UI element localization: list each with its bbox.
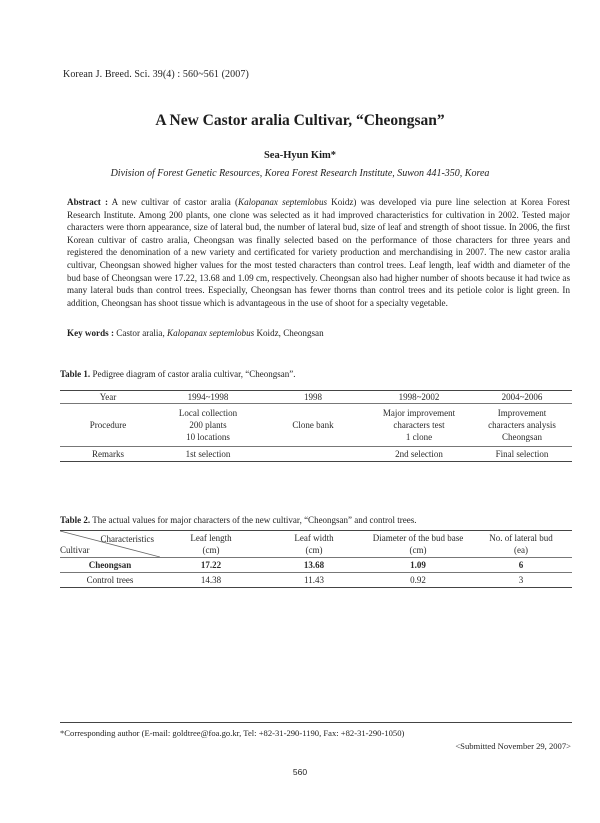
table1-remarks-row bbox=[60, 447, 572, 462]
table1-header-cell: Year bbox=[60, 391, 156, 404]
table1-cell: Clone bank bbox=[292, 420, 334, 430]
table1-header-cell: 1998 bbox=[260, 391, 366, 404]
page-number: 560 bbox=[292, 767, 308, 777]
table1-caption-label: Table 1. bbox=[60, 369, 91, 379]
table2-header-unit: (ea) bbox=[514, 545, 528, 555]
footnote-divider bbox=[60, 722, 572, 723]
table2-caption-label: Table 2. bbox=[60, 515, 91, 525]
submission-date: <Submitted November 29, 2007> bbox=[455, 741, 571, 751]
table2-header-cell bbox=[470, 531, 572, 558]
abstract-text-part1: A new cultivar of castor aralia ( bbox=[108, 197, 239, 207]
author-affiliation: Division of Forest Genetic Resources, Korea Forest Research Institute, Suwon 441-350, Korea bbox=[110, 168, 490, 179]
table1-row-label: Remarks bbox=[60, 447, 156, 462]
table2-header-cell bbox=[366, 531, 470, 558]
table2-cell: 17.22 bbox=[160, 558, 262, 573]
keywords-species-name: Kalopanax septemlobus bbox=[167, 328, 255, 338]
keywords-text-part1: Castor aralia, bbox=[113, 328, 168, 338]
table-row bbox=[60, 558, 572, 573]
table1-cell: 1st selection bbox=[156, 447, 260, 462]
abstract-species-name: Kalopanax septemlobus bbox=[238, 197, 328, 207]
table1-cell-line: Local collection bbox=[178, 408, 238, 418]
table2-header-unit: (cm) bbox=[409, 545, 427, 555]
table1-cell bbox=[472, 404, 572, 447]
table2-row-name: Cheongsan bbox=[60, 558, 160, 573]
table1-cell: Final selection bbox=[472, 447, 572, 462]
journal-citation: Korean J. Breed. Sci. 39(4) : 560~561 (2007) bbox=[63, 69, 249, 80]
table1-procedure-row bbox=[60, 404, 572, 447]
table1-cell-line: Major improvement bbox=[382, 408, 456, 418]
characters-table bbox=[60, 530, 572, 588]
table1-row-label: Procedure bbox=[89, 420, 127, 430]
table2-header-cell bbox=[262, 531, 366, 558]
table2-header-line: Diameter of the bud base bbox=[372, 533, 464, 543]
table1-cell-line: 10 locations bbox=[186, 432, 230, 442]
table1-caption-text: Pedigree diagram of castor aralia cultivar, “Cheongsan”. bbox=[90, 369, 296, 379]
table2-header-unit: (cm) bbox=[202, 545, 220, 555]
table1-cell bbox=[366, 404, 472, 447]
table2-header-cell bbox=[160, 531, 262, 558]
table2-cell: 1.09 bbox=[366, 558, 470, 573]
table1-header-row bbox=[60, 391, 572, 404]
abstract-paragraph bbox=[67, 196, 570, 309]
pedigree-table bbox=[60, 390, 572, 462]
corresponding-author-note: *Corresponding author (E-mail: goldtree@foa.go.kr, Tel: +82-31-290-1190, Fax: +82-31-290-1050) bbox=[60, 728, 405, 738]
keywords-label: Key words : bbox=[67, 328, 114, 338]
table2-cell: 6 bbox=[470, 558, 572, 573]
abstract-text-part2: Koidz) was developed via pure line selection at Korea Forest Research Institute. Among 200 plants, one clone was selected as it had improved characteristics for cultivation in 2002. Tested major characters were thorn appearance, size of lateral bud, the number of lateral bud, size of leaf and strength of shoot tissue. In 2006, the first Korean cultivar of castro aralia, Cheongsan was finally selected based on the performance of those characters for three years and registered the denomination of a new variety and certificated for variety production and merchandising in 2007. The new castor aralia cultivar, Cheongsan showed higher values for the most tested characters than control trees. Leaf length, leaf width and diameter of the bud base of Cheongsan were 17.22, 13.68 and 1.09 cm, respectively. Cheongsan also had higher number of shoots because it had twice as many lateral buds than control trees. Especially, Cheongsan has fewer thorns than control trees and its petiole color is light green. In addition, Cheongsan has shoot tissue which is advantageous in the use of shoot for a specialty vegetable. bbox=[67, 197, 570, 308]
table1-cell: 2nd selection bbox=[366, 447, 472, 462]
table-row bbox=[60, 573, 572, 588]
table2-corner-bottom: Cultivar bbox=[60, 545, 90, 555]
table2-caption bbox=[60, 515, 417, 525]
abstract-label: Abstract : bbox=[67, 197, 109, 207]
table2-header-unit: (cm) bbox=[305, 545, 323, 555]
table2-header-line: No. of lateral bud bbox=[489, 533, 553, 543]
table2-header-line: Leaf length bbox=[190, 533, 232, 543]
author-name: Sea-Hyun Kim* bbox=[263, 150, 337, 161]
table2-cell: 14.38 bbox=[200, 575, 222, 585]
article-title: A New Castor aralia Cultivar, “Cheongsan” bbox=[155, 112, 445, 129]
table2-caption-text: The actual values for major characters of the new cultivar, “Cheongsan” and control trees. bbox=[90, 515, 417, 525]
table2-cell: 0.92 bbox=[410, 575, 426, 585]
table2-cell: 3 bbox=[518, 575, 524, 585]
table2-corner-cell bbox=[60, 531, 160, 558]
table2-corner-top: Characteristics bbox=[100, 534, 154, 544]
table1-header-cell: 2004~2006 bbox=[472, 391, 572, 404]
keywords-text-part2: Koidz, Cheongsan bbox=[254, 328, 324, 338]
table2-cell: 11.43 bbox=[304, 575, 324, 585]
table2-row-name: Control trees bbox=[86, 575, 134, 585]
table1-caption bbox=[60, 369, 296, 379]
table1-header-cell: 1998~2002 bbox=[366, 391, 472, 404]
table1-cell-line: 1 clone bbox=[405, 432, 433, 442]
table2-cell: 13.68 bbox=[262, 558, 366, 573]
keywords-line bbox=[67, 328, 570, 338]
table1-cell-line: Cheongsan bbox=[502, 432, 542, 442]
table1-header-cell: 1994~1998 bbox=[156, 391, 260, 404]
table1-cell bbox=[156, 404, 260, 447]
table1-cell-line: 200 plants bbox=[189, 420, 227, 430]
table1-cell-line: characters test bbox=[393, 420, 445, 430]
table2-header-row bbox=[60, 531, 572, 558]
table1-cell-line: characters analysis bbox=[488, 420, 556, 430]
table1-cell bbox=[260, 447, 366, 462]
table1-cell-line: Improvement bbox=[497, 408, 547, 418]
table2-header-line: Leaf width bbox=[294, 533, 334, 543]
